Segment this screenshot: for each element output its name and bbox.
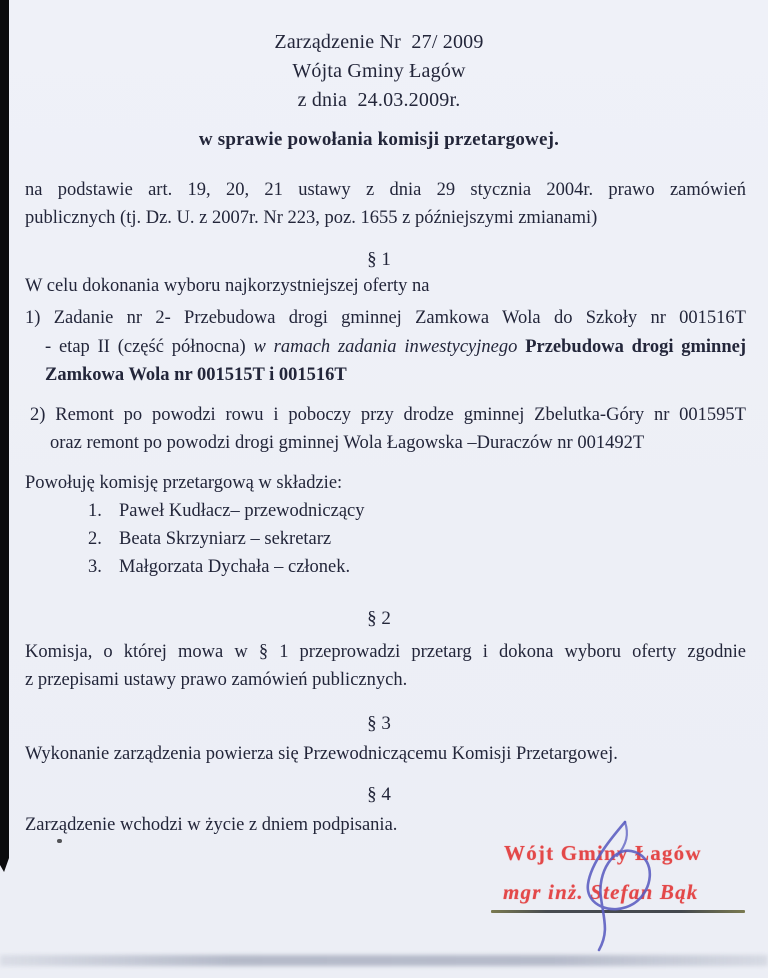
task-item-2-line-1: 2) Remont po powodzi rowu i poboczy przy drodze gminnej Zbelutka-Góry nr 001595T: [30, 405, 746, 425]
title-line-3: z dnia 24.03.2009r.: [297, 89, 461, 111]
task-item-1-line-2-prefix: - etap II (część północna): [45, 336, 254, 357]
legal-basis-line-2: publicznych (tj. Dz. U. z 2007r. Nr 223, poz. 1655 z późniejszymi zmianami): [25, 208, 598, 228]
task-item-2-line-2: oraz remont po powodzi drogi gminnej Wola Łagowska –Duraczów nr 001492T: [50, 433, 645, 453]
section-2-line-2: z przepisami ustawy prawo zamówień publicznych.: [25, 670, 408, 690]
task-item-1-line-3: Zamkowa Wola nr 001515T i 001516T: [45, 365, 347, 385]
task-item-2: [30, 401, 746, 457]
member-number: 3.: [88, 557, 102, 578]
document-title: [9, 28, 749, 115]
section-2-paragraph: [25, 638, 746, 694]
section-4-heading: § 4: [367, 784, 391, 805]
title-line-1: Zarządzenie Nr 27/ 2009: [274, 31, 484, 53]
member-number: 2.: [88, 529, 102, 550]
section-2-heading: § 2: [367, 608, 391, 629]
section-2-line-1: Komisja, o której mowa w § 1 przeprowadzi przetarg i dokona wyboru oferty zgodnie: [25, 642, 746, 662]
stamp-signer-name: mgr inż. Stefan Bąk: [503, 880, 699, 904]
member-name: Małgorzata Dychała – członek.: [119, 557, 351, 578]
section-3-heading: § 3: [367, 713, 391, 734]
section-1-intro: W celu dokonania wyboru najkorzystniejszej oferty na: [25, 276, 430, 296]
member-name: Paweł Kudłacz– przewodniczący: [119, 501, 365, 521]
section-1-heading: § 1: [367, 249, 391, 270]
scan-speck: [57, 839, 62, 843]
committee-member-list: [88, 497, 708, 582]
task-item-1-line-1: 1) Zadanie nr 2- Przebudowa drogi gminnej Zamkowa Wola do Szkoły nr 001516T: [25, 308, 746, 328]
list-item: [88, 525, 708, 553]
stamp-office-title: Wójt Gminy Łagów: [504, 841, 702, 865]
title-line-2: Wójta Gminy Łagów: [292, 60, 466, 82]
section-3-paragraph: Wykonanie zarządzenia powierza się Przewodniczącemu Komisji Przetargowej.: [25, 744, 618, 764]
task-item-1-line-2: [25, 333, 746, 362]
member-number: 1.: [88, 501, 102, 521]
legal-basis-line-1: na podstawie art. 19, 20, 21 ustawy z dnia 29 stycznia 2004r. prawo zamówień: [25, 180, 746, 200]
list-item: [88, 553, 708, 581]
task-item-1: [25, 304, 746, 390]
task-item-1-line-2-italic: w ramach zadania inwestycyjnego: [253, 336, 526, 357]
member-name: Beata Skrzyniarz – sekretarz: [119, 529, 332, 550]
handwritten-signature: [555, 800, 715, 960]
legal-basis-paragraph: [25, 176, 746, 232]
section-4-paragraph: Zarządzenie wchodzi w życie z dniem podpisania.: [25, 815, 398, 835]
task-item-1-line-2-bold: Przebudowa drogi gminnej: [525, 336, 747, 357]
list-item: [88, 497, 708, 525]
scan-edge-bar: [0, 0, 9, 872]
committee-intro: Powołuję komisję przetargową w składzie:: [25, 473, 343, 493]
document-subject: w sprawie powołania komisji przetargowej.: [198, 129, 560, 150]
